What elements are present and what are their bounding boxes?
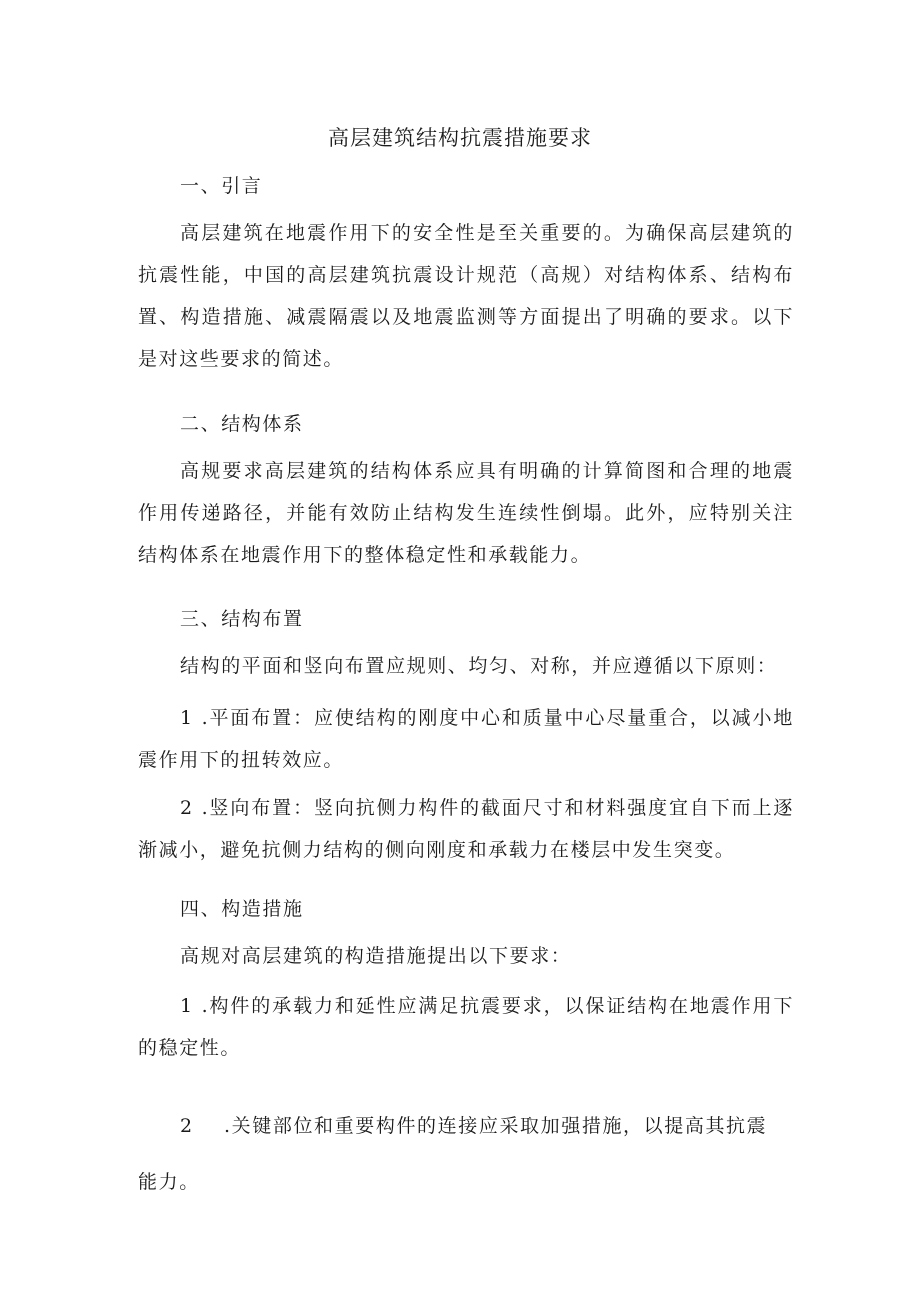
- document-title: 高层建筑结构抗震措施要求: [328, 126, 592, 150]
- paragraph-layout-intro: 结构的平面和竖向布置应规则、均匀、对称，并应遵循以下原则：: [180, 655, 778, 677]
- paragraph-intro: 高层建筑在地震作用下的安全性是至关重要的。为确保高层建筑的抗震性能，中国的高层建筑抗震设计规范（高规）对结构体系、结构布置、构造措施、减震隔震以及地震监测等方面提出了明确的要求。以下是对这些要求的简述。: [138, 222, 794, 370]
- section-heading-structure-layout: 三、结构布置: [180, 608, 304, 630]
- item-number: 2: [180, 1115, 194, 1137]
- paragraph-layout-item-1: 1 .平面布置：应使结构的刚度中心和质量中心尽量重合，以减小地震作用下的扭转效应。: [138, 707, 794, 771]
- paragraph-structure-system: 高规要求高层建筑的结构体系应具有明确的计算简图和合理的地震作用传递路径，并能有效防止结构发生连续性倒塌。此外，应特别关注结构体系在地震作用下的整体稳定性和承载能力。: [138, 460, 794, 566]
- section-heading-construction-measures: 四、构造措施: [180, 898, 304, 920]
- paragraph-layout-item-2: 2 .竖向布置：竖向抗侧力构件的截面尺寸和材料强度宜自下而上逐渐减小，避免抗侧力结构的侧向刚度和承载力在楼层中发生突变。: [138, 797, 794, 861]
- section-heading-structure-system: 二、结构体系: [180, 413, 304, 435]
- paragraph-measures-intro: 高规对高层建筑的构造措施提出以下要求：: [180, 945, 572, 967]
- item-text: .关键部位和重要构件的连接应采取加强措施，以提高其抗震能力。: [138, 1115, 768, 1193]
- section-heading-intro: 一、引言: [180, 175, 263, 197]
- paragraph-measures-item-1: 1 .构件的承载力和延性应满足抗震要求，以保证结构在地震作用下的稳定性。: [138, 995, 794, 1059]
- paragraph-measures-item-2: [138, 1098, 778, 1210]
